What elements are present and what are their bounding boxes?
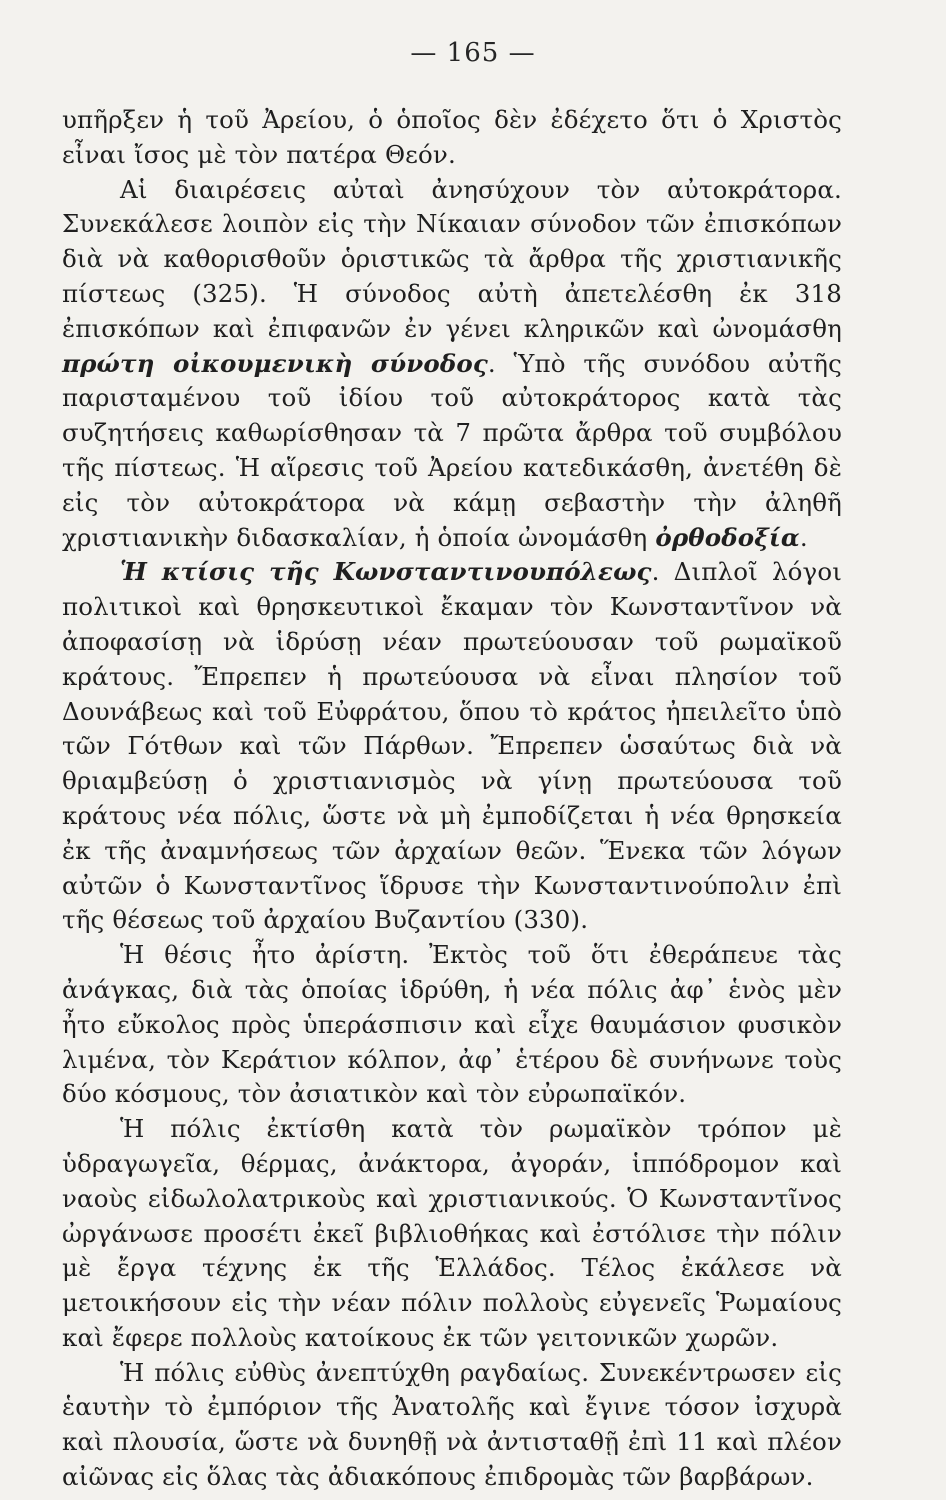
emphasized-term: ὀρθοδοξία: [655, 522, 800, 552]
emphasized-term: πρώτη οἰκουμενικὴ σύνοδος: [62, 348, 488, 378]
text-run: Ἡ πόλις ἐκτίσθη κατὰ τὸν ρωμαϊκὸν τρόπον μὲ ὑδραγωγεῖα, θέρμας, ἀνάκτορα, ἀγοράν, ἱππόδρομον καὶ ναοὺς εἰδωλολατρικοὺς καὶ χριστιανικούς. Ὁ Κωνσταντῖνος ὠργάνωσε προσέτι ἐκεῖ βιβλιοθήκας καὶ ἐστόλισε τὴν πόλιν μὲ ἔργα τέχνης ἐκ τῆς Ἑλλάδος. Τέλος ἐκάλεσε νὰ μετοικήσουν εἰς τὴν νέαν πόλιν πολλοὺς εὐγενεῖς Ῥωμαίους καὶ ἔφερε πολλοὺς κατοίκους ἐκ τῶν γειτονικῶν χωρῶν.: [62, 1114, 842, 1352]
paragraph-p5: [62, 1112, 842, 1356]
text-run: Ἡ θέσις ἦτο ἀρίστη. Ἐκτὸς τοῦ ὅτι ἐθεράπευε τὰς ἀνάγκας, διὰ τὰς ὁποίας ἱδρύθη, ἡ νέα πόλις ἀφ᾽ ἑνὸς μὲν ἦτο εὔκολος πρὸς ὑπεράσπισιν καὶ εἶχε θαυμάσιον φυσικὸν λιμένα, τὸν Κεράτιον κόλπον, ἀφ᾽ ἑτέρου δὲ συνήνωνε τοὺς δύο κόσμους, τὸν ἀσιατικὸν καὶ τὸν εὐρωπαϊκόν.: [62, 940, 842, 1109]
emphasized-term: Ἡ κτίσις τῆς Κωνσταντινουπόλεως: [120, 557, 652, 587]
text-run: .: [799, 522, 808, 552]
text-run: Ἡ πόλις εὐθὺς ἀνεπτύχθη ραγδαίως. Συνεκέντρωσεν εἰς ἑαυτὴν τὸ ἐμπόριον τῆς Ἀνατολῆς καὶ ἔγινε τόσον ἰσχυρὰ καὶ πλουσία, ὥστε νὰ δυνηθῇ νὰ ἀντισταθῇ ἐπὶ 11 καὶ πλέον αἰῶνας εἰς ὅλας τὰς ἀδιακόπους ἐπιδρομὰς τῶν βαρβάρων.: [62, 1357, 842, 1492]
text-run: . Ὑπὸ τῆς συνόδου αὐτῆς παρισταμένου τοῦ ἰδίου τοῦ αὐτοκράτορος κατὰ τὰς συζητήσεις καθωρίσθησαν τὰ 7 πρῶτα ἄρθρα τοῦ συμβόλου τῆς πίστεως. Ἡ αἵρεσις τοῦ Ἀρείου κατεδικάσθη, ἀνετέθη δὲ εἰς τὸν αὐτοκράτορα νὰ κάμῃ σεβαστὴν τὴν ἀληθῆ χριστιανικὴν διδασκαλίαν, ἡ ὁποία ὠνομάσθη: [62, 348, 842, 552]
page-number: — 165 —: [410, 38, 536, 68]
text-run: Αἱ διαιρέσεις αὐταὶ ἀνησύχουν τὸν αὐτοκράτορα. Συνεκάλεσε λοιπὸν εἰς τὴν Νίκαιαν σύνοδον τῶν ἐπισκόπων διὰ νὰ καθορισθοῦν ὁριστικῶς τὰ ἄρθρα τῆς χριστιανικῆς πίστεως (325). Ἡ σύνοδος αὐτὴ ἀπετελέσθη ἐκ 318 ἐπισκόπων καὶ ἐπιφανῶν ἐν γένει κληρικῶν καὶ ὠνομάσθη: [62, 174, 842, 343]
body-text: [62, 103, 842, 1495]
paragraph-p1: [62, 103, 842, 173]
paragraph-p6: [62, 1356, 842, 1495]
text-run: υπῆρξεν ἡ τοῦ Ἀρείου, ὁ ὁποῖος δὲν ἐδέχετο ὅτι ὁ Χριστὸς εἶναι ἴσος μὲ τὸν πατέρα Θεόν.: [62, 105, 842, 169]
text-run: . Διπλοῖ λόγοι πολιτικοὶ καὶ θρησκευτικοὶ ἔκαμαν τὸν Κωνσταντῖνον νὰ ἀποφασίσῃ νὰ ἱδρύσῃ νέαν πρωτεύουσαν τοῦ ρωμαϊκοῦ κράτους. Ἔπρεπεν ἡ πρωτεύουσα νὰ εἶναι πλησίον τοῦ Δουνάβεως καὶ τοῦ Εὐφράτου, ὅπου τὸ κράτος ἠπειλεῖτο ὑπὸ τῶν Γότθων καὶ τῶν Πάρθων. Ἔπρεπεν ὡσαύτως διὰ νὰ θριαμβεύσῃ ὁ χριστιανισμὸς νὰ γίνῃ πρωτεύουσα τοῦ κράτους νέα πόλις, ὥστε νὰ μὴ ἐμποδίζεται ἡ νέα θρησκεία ἐκ τῆς ἀναμνήσεως τῶν ἀρχαίων θεῶν. Ἕνεκα τῶν λόγων αὐτῶν ὁ Κωνσταντῖνος ἵδρυσε τὴν Κωνσταντινούπολιν ἐπὶ τῆς θέσεως τοῦ ἀρχαίου Βυζαντίου (330).: [62, 557, 842, 935]
paragraph-p4: [62, 938, 842, 1112]
paragraph-p3: [62, 555, 842, 938]
paragraph-p2: [62, 173, 842, 556]
